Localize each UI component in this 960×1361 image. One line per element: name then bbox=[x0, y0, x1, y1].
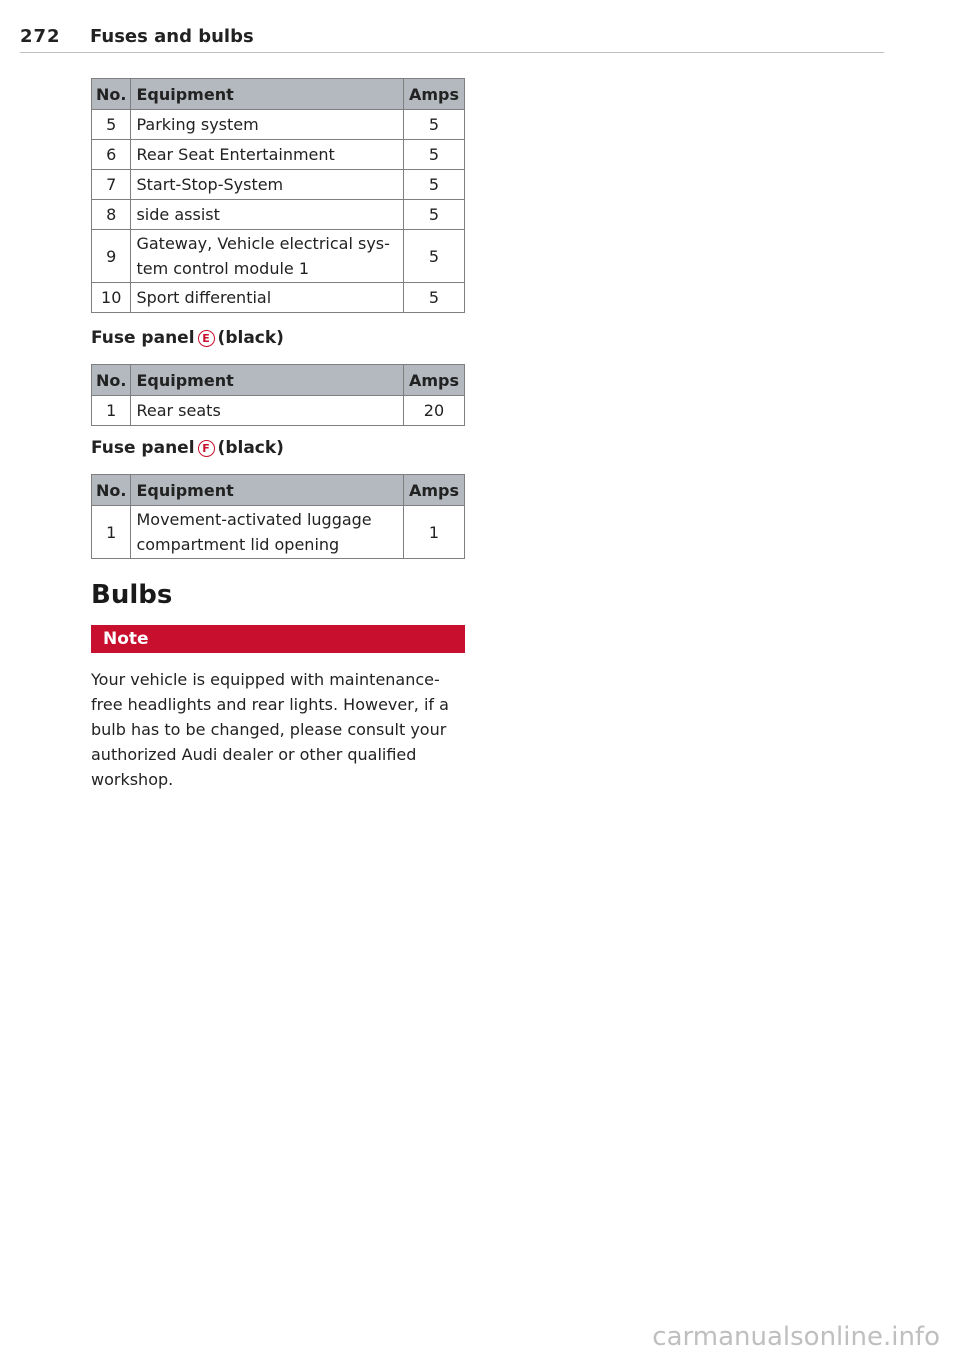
cell-amps: 5 bbox=[403, 283, 464, 313]
panel-suffix: (black) bbox=[217, 438, 284, 458]
cell-equipment bbox=[131, 506, 404, 559]
fuse-table-main bbox=[91, 78, 465, 313]
note-text: Your vehicle is equipped with maintenance-free headlights and rear lights. However, if a bulb has to be changed, please consult your authorized Audi dealer or other qualified workshop. bbox=[91, 670, 449, 789]
table-header-row bbox=[92, 365, 465, 396]
watermark-text: carmanualsonline.info bbox=[652, 1322, 940, 1352]
cell-amps: 5 bbox=[403, 170, 464, 200]
page-number: 272 bbox=[20, 26, 61, 47]
col-equipment-header: Equipment bbox=[131, 475, 404, 506]
col-amps-header: Amps bbox=[403, 79, 464, 110]
cell-equipment-line: Gateway, Vehicle electrical sys- bbox=[136, 234, 390, 253]
cell-equipment-line: tem control module 1 bbox=[136, 259, 310, 278]
cell-equipment: side assist bbox=[131, 200, 404, 230]
letter-e-circle-icon: E bbox=[198, 330, 215, 347]
cell-amps: 5 bbox=[403, 230, 464, 283]
cell-no: 1 bbox=[92, 396, 131, 426]
col-no-header: No. bbox=[92, 365, 131, 396]
cell-amps: 20 bbox=[403, 396, 464, 426]
cell-equipment: Rear Seat Entertainment bbox=[131, 140, 404, 170]
cell-no: 6 bbox=[92, 140, 131, 170]
table-row bbox=[92, 396, 465, 426]
cell-no: 9 bbox=[92, 230, 131, 283]
panel-label: Fuse panel bbox=[91, 328, 195, 348]
letter-f-circle-icon: F bbox=[198, 440, 215, 457]
page-header bbox=[20, 24, 884, 53]
cell-no: 1 bbox=[92, 506, 131, 559]
table-row bbox=[92, 506, 465, 559]
fuse-table-panel-e bbox=[91, 364, 465, 426]
cell-equipment: Parking system bbox=[131, 110, 404, 140]
fuse-panel-e-heading bbox=[91, 328, 284, 348]
section-title: Fuses and bulbs bbox=[90, 26, 254, 47]
cell-equipment: Rear seats bbox=[131, 396, 404, 426]
table-row bbox=[92, 283, 465, 313]
table-row bbox=[92, 230, 465, 283]
col-no-header: No. bbox=[92, 79, 131, 110]
panel-label: Fuse panel bbox=[91, 438, 195, 458]
col-no-header: No. bbox=[92, 475, 131, 506]
table-row bbox=[92, 110, 465, 140]
col-equipment-header: Equipment bbox=[131, 79, 404, 110]
cell-no: 5 bbox=[92, 110, 131, 140]
cell-equipment bbox=[131, 230, 404, 283]
col-equipment-header: Equipment bbox=[131, 365, 404, 396]
cell-no: 7 bbox=[92, 170, 131, 200]
cell-equipment: Start-Stop-System bbox=[131, 170, 404, 200]
table-row bbox=[92, 200, 465, 230]
fuse-table-panel-f bbox=[91, 474, 465, 559]
col-amps-header: Amps bbox=[403, 365, 464, 396]
table-header-row bbox=[92, 475, 465, 506]
cell-equipment-line: compartment lid opening bbox=[136, 535, 340, 554]
table-header-row bbox=[92, 79, 465, 110]
cell-no: 10 bbox=[92, 283, 131, 313]
bulbs-heading: Bulbs bbox=[91, 580, 173, 610]
col-amps-header: Amps bbox=[403, 475, 464, 506]
fuse-panel-f-heading bbox=[91, 438, 284, 458]
cell-amps: 5 bbox=[403, 200, 464, 230]
cell-no: 8 bbox=[92, 200, 131, 230]
table-row bbox=[92, 170, 465, 200]
panel-suffix: (black) bbox=[217, 328, 284, 348]
cell-amps: 1 bbox=[403, 506, 464, 559]
cell-amps: 5 bbox=[403, 110, 464, 140]
note-banner: Note bbox=[91, 625, 465, 653]
cell-equipment-line: Movement-activated luggage bbox=[136, 510, 372, 529]
table-row bbox=[92, 140, 465, 170]
cell-amps: 5 bbox=[403, 140, 464, 170]
cell-equipment: Sport differential bbox=[131, 283, 404, 313]
